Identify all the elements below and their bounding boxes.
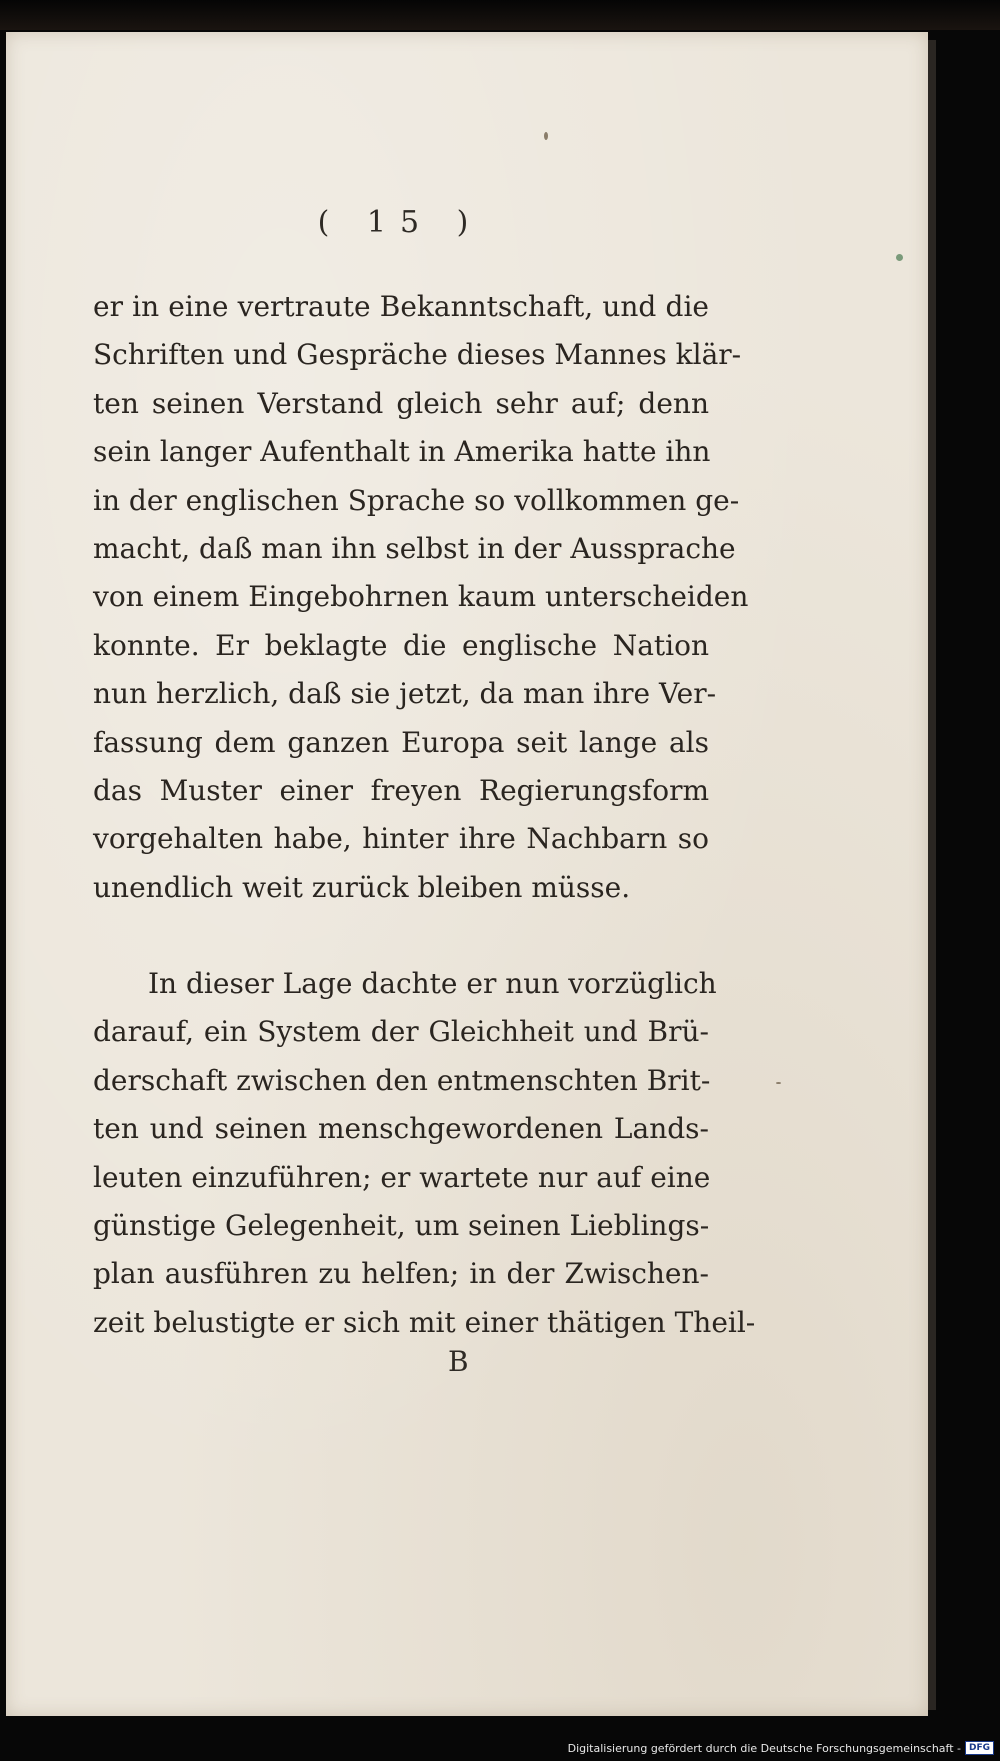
text-line: sein langer Aufenthalt in Amerika hatte ihn [93,435,711,469]
scan-top-edge [0,0,1000,30]
text-line: von einem Eingebohrnen kaum unterscheiden [93,580,749,614]
paper-speck [896,254,903,261]
text-line: fassung dem ganzen Europa seit lange als [93,725,709,759]
text-line: ten und seinen menschgewordenen Lands- [93,1112,709,1146]
text-line: plan ausführen zu helfen; in der Zwischen- [93,1257,709,1291]
text-line: macht, daß man ihn selbst in der Aussprache [93,531,736,565]
text-line: derschaft zwischen den entmenschten Brit- [93,1063,711,1097]
text-line: In dieser Lage dachte er nun vorzüglich [148,967,717,1001]
paragraph-2 [93,960,756,1347]
paper-speck [544,132,548,140]
page-edge-shadow [928,40,936,1710]
text-line: unendlich weit zurück bleiben müsse. [93,870,631,904]
text-line: leuten einzuführen; er wartete nur auf eine [93,1160,711,1194]
page-number: ( 15 ) [317,205,483,240]
text-line: ten seinen Verstand gleich sehr auf; denn [93,386,709,420]
text-line: nun herzlich, daß sie jetzt, da man ihre Ver- [93,677,717,711]
text-line: in der englischen Sprache so vollkommen ge- [93,483,740,517]
text-line: Schriften und Gespräche dieses Mannes klär- [93,338,742,372]
credit-text: Digitalisierung gefördert durch die Deutsche Forschungsgemeinschaft - [567,1741,961,1755]
body-text [93,283,756,1347]
paper-speck [776,1082,781,1084]
text-line: das Muster einer freyen Regierungsform [93,773,709,807]
paragraph-1 [93,283,749,912]
text-line: er in eine vertraute Bekanntschaft, und die [93,290,709,323]
paragraph-gap [93,912,709,960]
catchword-signature: B [448,1345,469,1378]
digitization-credit [568,1741,994,1755]
text-line: konnte. Er beklagte die englische Nation [93,628,709,662]
text-line: zeit belustigte er sich mit einer thätigen Theil- [93,1305,756,1339]
text-line: darauf, ein System der Gleichheit und Brü- [93,1015,709,1049]
text-line: günstige Gelegenheit, um seinen Lieblings- [93,1209,710,1243]
text-line: vorgehalten habe, hinter ihre Nachbarn so [93,822,709,856]
dfg-logo-icon: DFG [965,1741,994,1755]
